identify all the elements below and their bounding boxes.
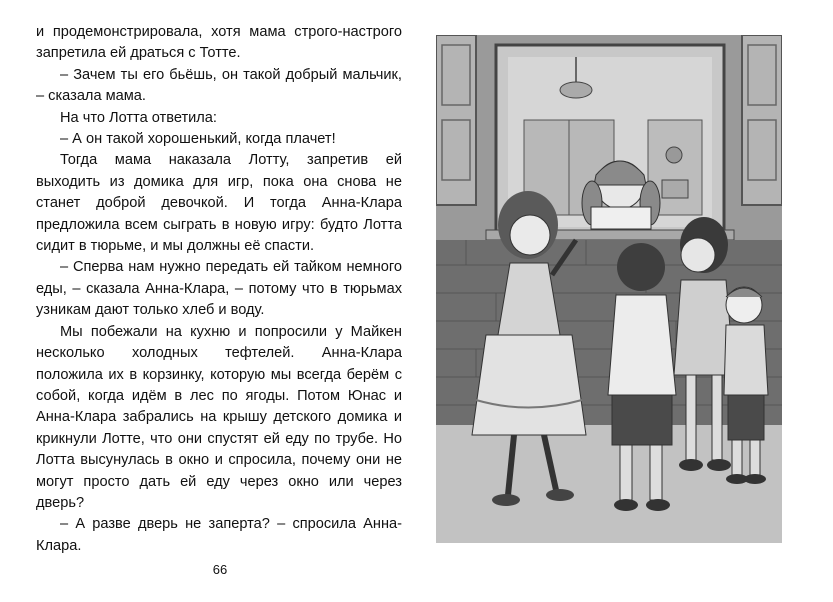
paragraph-5: Тогда мама наказала Лотту, запретив ей выходить из домика для игр, пока она снова не станет доброй девочкой. И тогда Анна-Клара предложила всем сыграть в новую игру: будто Лотта сидит в тюрьме, и мы должны её спасти. [36,152,402,255]
paragraph-7: Мы побежали на кухню и попросили у Майкен несколько холодных тефтелей. Анна-Клара положила их в корзинку, которую мы всегда берём с собой, когда идём в лес по ягоды. Потом Юнас и Анна-Клара забрались на крышу детского домика и крикнули Лотте, что они спустят ей еду по трубе. Но Лотта высунулась в окно и спросила, почему они не могут просто дать ей еду через окно или через дверь? [36,323,402,511]
paragraph-6: – Сперва нам нужно передать ей тайком немного еды, – сказала Анна-Клара, – потому что в тюрьмах узникам дают только хлеб и воду. [36,259,402,319]
paragraph-8: – А разве дверь не заперта? – спросила Анна-Клара. [36,516,402,554]
paragraph-2: – Зачем ты его бьёшь, он такой добрый мальчик, – сказала мама. [36,66,402,105]
paragraph-4: – А он такой хорошенький, когда плачет! [60,131,336,148]
text-column [36,22,402,557]
paragraph-1: и продемонстрировала, хотя мама строго-настрого запретила ей драться с Тотте. [36,24,402,62]
illustration [436,35,782,543]
page-number: 66 [212,562,228,577]
paragraph-3: На что Лотта ответила: [60,109,217,126]
